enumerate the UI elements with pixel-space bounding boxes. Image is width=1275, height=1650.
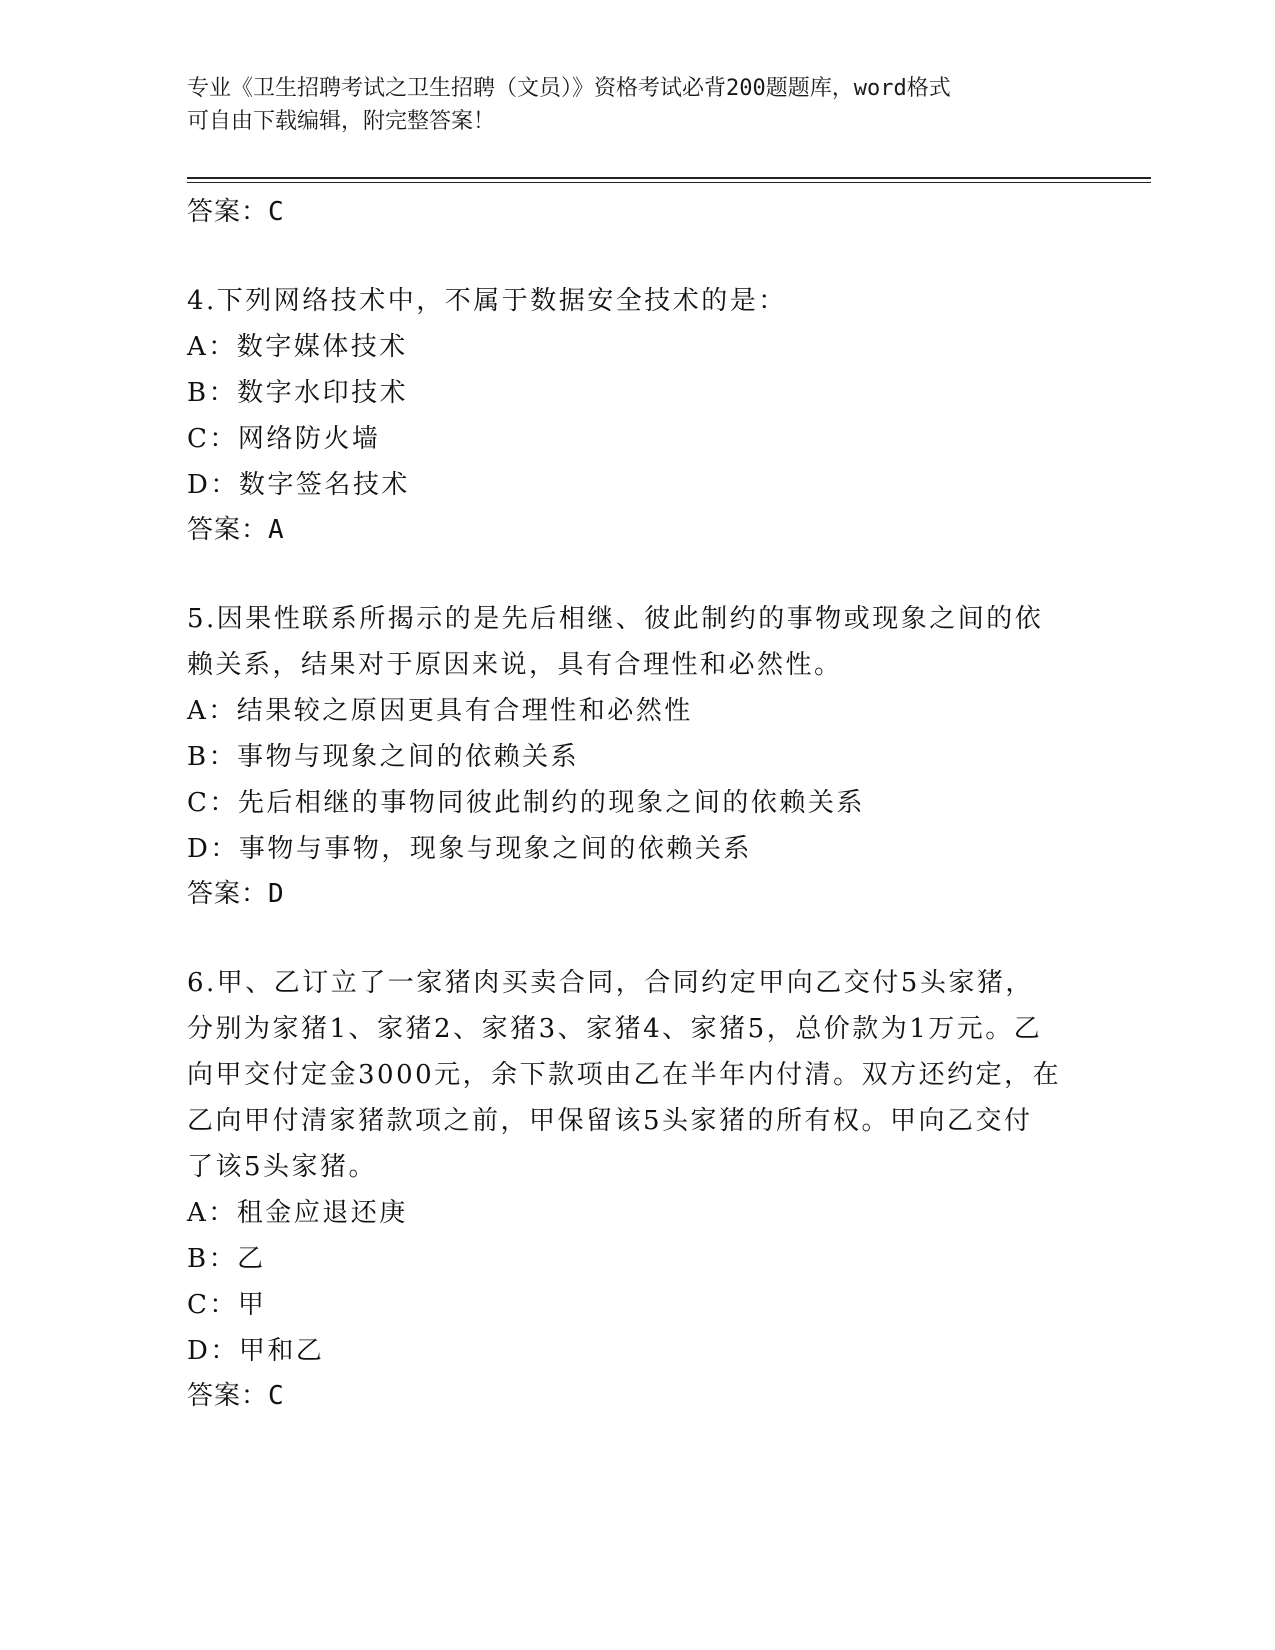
option-d: D：甲和乙 <box>187 1336 325 1366</box>
question-stem: 向甲交付定金3000元，余下款项由乙在半年内付清。双方还约定，在 <box>187 1060 1062 1090</box>
question-block <box>187 278 1087 552</box>
option-b: B：数字水印技术 <box>187 378 409 408</box>
option-c: C：先后相继的事物同彼此制约的现象之间的依赖关系 <box>187 788 865 818</box>
question-stem: 5.因果性联系所揭示的是先后相继、彼此制约的事物或现象之间的依 <box>187 604 1044 634</box>
option-c: C：甲 <box>187 1290 267 1320</box>
option-d: D：事物与事物，现象与现象之间的依赖关系 <box>187 834 752 864</box>
answer-line: 答案：A <box>187 515 285 545</box>
spacer <box>187 552 1087 596</box>
header-rule-thin <box>187 182 1151 183</box>
answer-line: 答案：D <box>187 879 285 909</box>
option-a: A：租金应退还庚 <box>187 1198 408 1228</box>
question-stem: 赖关系，结果对于原因来说，具有合理性和必然性。 <box>187 650 843 680</box>
header-line-1: 专业《卫生招聘考试之卫生招聘（文员）》资格考试必背200题题库，word格式 <box>187 76 951 101</box>
header-rule-thick <box>187 177 1151 179</box>
document-body <box>187 190 1087 1418</box>
question-stem: 分别为家猪1、家猪2、家猪3、家猪4、家猪5，总价款为1万元。乙 <box>187 1014 1043 1044</box>
question-stem: 4.下列网络技术中，不属于数据安全技术的是： <box>187 286 787 316</box>
option-a: A：结果较之原因更具有合理性和必然性 <box>187 696 693 726</box>
question-stem: 6.甲、乙订立了一家猪肉买卖合同，合同约定甲向乙交付5头家猪， <box>187 968 1034 998</box>
question-block <box>187 960 1087 1418</box>
option-d: D：数字签名技术 <box>187 470 410 500</box>
option-b: B：乙 <box>187 1244 266 1274</box>
header-line-2: 可自由下载编辑，附完整答案！ <box>187 109 496 134</box>
spacer <box>187 234 1087 278</box>
answer-line: 答案：C <box>187 197 285 227</box>
option-b: B：事物与现象之间的依赖关系 <box>187 742 580 772</box>
question-block <box>187 596 1087 916</box>
option-c: C：网络防火墙 <box>187 424 381 454</box>
answer-line: 答案：C <box>187 1381 285 1411</box>
question-stem: 乙向甲付清家猪款项之前，甲保留该5头家猪的所有权。甲向乙交付 <box>187 1106 1033 1136</box>
document-header <box>187 72 1067 138</box>
question-stem: 了该5头家猪。 <box>187 1152 378 1182</box>
option-a: A：数字媒体技术 <box>187 332 408 362</box>
spacer <box>187 916 1087 960</box>
